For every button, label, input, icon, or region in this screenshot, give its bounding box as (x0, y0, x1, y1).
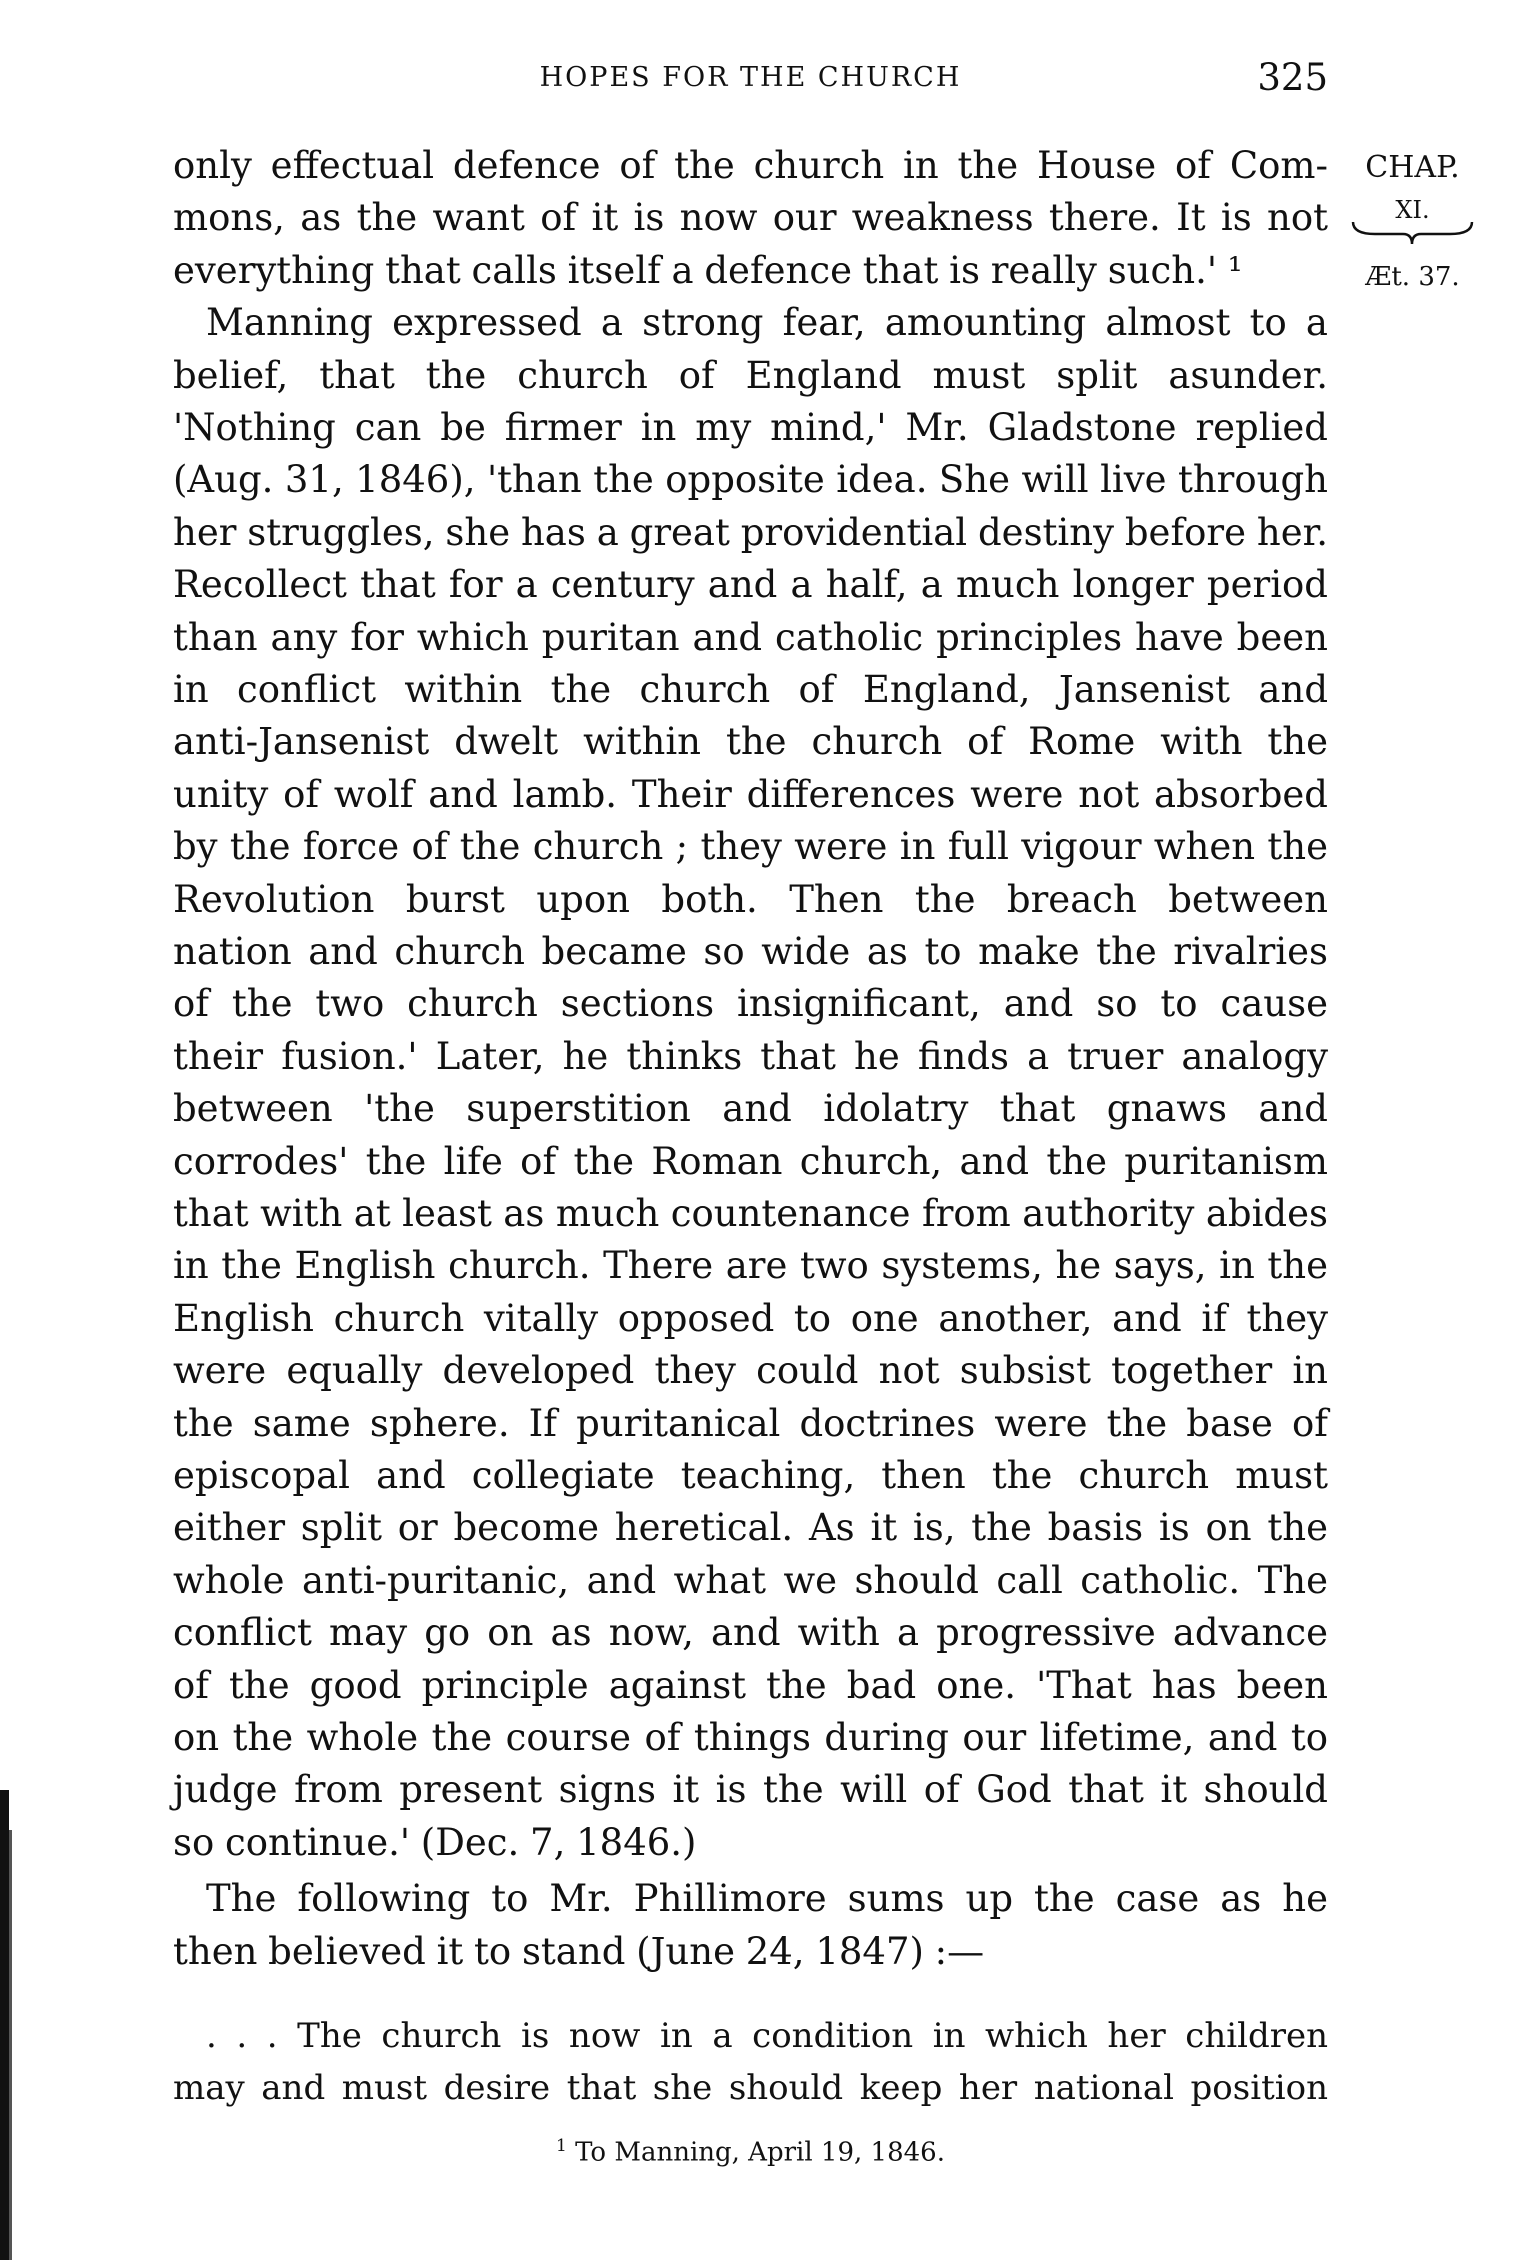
margin-chapter-number: XI. (1395, 196, 1430, 224)
text-line: of the good principle against the bad one. 'That has been (173, 1663, 1328, 1707)
text-line: unity of wolf and lamb. Their differences were not absorbed (173, 772, 1328, 816)
text-line: episcopal and collegiate teaching, then the church must (173, 1454, 1328, 1497)
text-line: between 'the superstition and idolatry that gnaws and (173, 1087, 1328, 1131)
text-line: Manning expressed a strong fear, amounting almost to a (206, 301, 1328, 345)
text-line: in conflict within the church of England, Jansenist and (173, 668, 1328, 711)
text-line: mons, as the want of it is now our weakness there. It is not (173, 196, 1328, 240)
text-line: (Aug. 31, 1846), 'than the opposite idea. She will live through (173, 458, 1328, 502)
quote-line: . . . The church is now in a condition in which her children (206, 2016, 1328, 2056)
text-line: belief, that the church of England must split asunder. (173, 353, 1328, 397)
page-edge-shadow-inner (9, 1830, 12, 2260)
text-line: corrodes' the life of the Roman church, and the puritanism (173, 1139, 1328, 1183)
margin-age: Æt. 37. (1365, 262, 1460, 292)
text-line: were equally developed they could not subsist together in (173, 1349, 1328, 1393)
text-line: her struggles, she has a great providential destiny before her. (173, 510, 1328, 554)
text-line: either split or become heretical. As it is, the basis is on the (173, 1506, 1328, 1550)
text-line: 'Nothing can be firmer in my mind,' Mr. Gladstone replied (173, 406, 1328, 449)
text-line: judge from present signs it is the will of God that it should (173, 1768, 1328, 1812)
footnote-text: To Manning, April 19, 1846. (575, 2137, 945, 2168)
text-line: of the two church sections insignificant, and so to cause (173, 982, 1328, 1026)
running-header (173, 56, 1328, 99)
text-line: English church vitally opposed to one another, and if they (173, 1296, 1328, 1340)
text-line: by the force of the church ; they were in full vigour when the (173, 825, 1328, 869)
text-line: than any for which puritan and catholic principles have been (173, 615, 1328, 659)
text-line: only effectual defence of the church in the House of Com- (173, 144, 1328, 187)
text-line: on the whole the course of things during our lifetime, and to (173, 1716, 1328, 1759)
margin-chapter: CHAP. (1365, 150, 1460, 185)
text-line: in the English church. There are two systems, he says, in the (173, 1244, 1328, 1288)
footnote-marker: 1 (556, 2136, 567, 2156)
text-line: the same sphere. If puritanical doctrines were the base of (173, 1401, 1328, 1445)
text-line: Recollect that for a century and a half, a much longer period (173, 563, 1328, 607)
quote-line: may and must desire that she should keep her national position (173, 2068, 1328, 2108)
text-line: that with at least as much countenance from authority abides (173, 1192, 1328, 1235)
text-line: nation and church became so wide as to make the rivalries (173, 930, 1328, 973)
text-line: The following to Mr. Phillimore sums up the case as he (206, 1877, 1328, 1921)
text-line: conflict may go on as now, and with a progressive advance (173, 1611, 1328, 1655)
text-line: whole anti-puritanic, and what we should call catholic. The (173, 1558, 1328, 1602)
text-line: anti-Jansenist dwelt within the church of Rome with the (173, 720, 1328, 764)
running-title: HOPES FOR THE CHURCH (539, 62, 962, 93)
text-line: so continue.' (Dec. 7, 1846.) (173, 1820, 697, 1864)
page-edge-shadow (0, 1790, 9, 2260)
footnote (173, 2136, 1328, 2168)
text-line: Revolution burst upon both. Then the breach between (173, 877, 1328, 921)
text-line: their fusion.' Later, he thinks that he finds a truer analogy (173, 1034, 1328, 1078)
text-line: everything that calls itself a defence that is really such.' ¹ (173, 248, 1243, 292)
text-line: then believed it to stand (June 24, 1847) :— (173, 1929, 985, 1973)
brace-icon (1345, 220, 1480, 246)
page-number: 325 (1257, 56, 1328, 99)
